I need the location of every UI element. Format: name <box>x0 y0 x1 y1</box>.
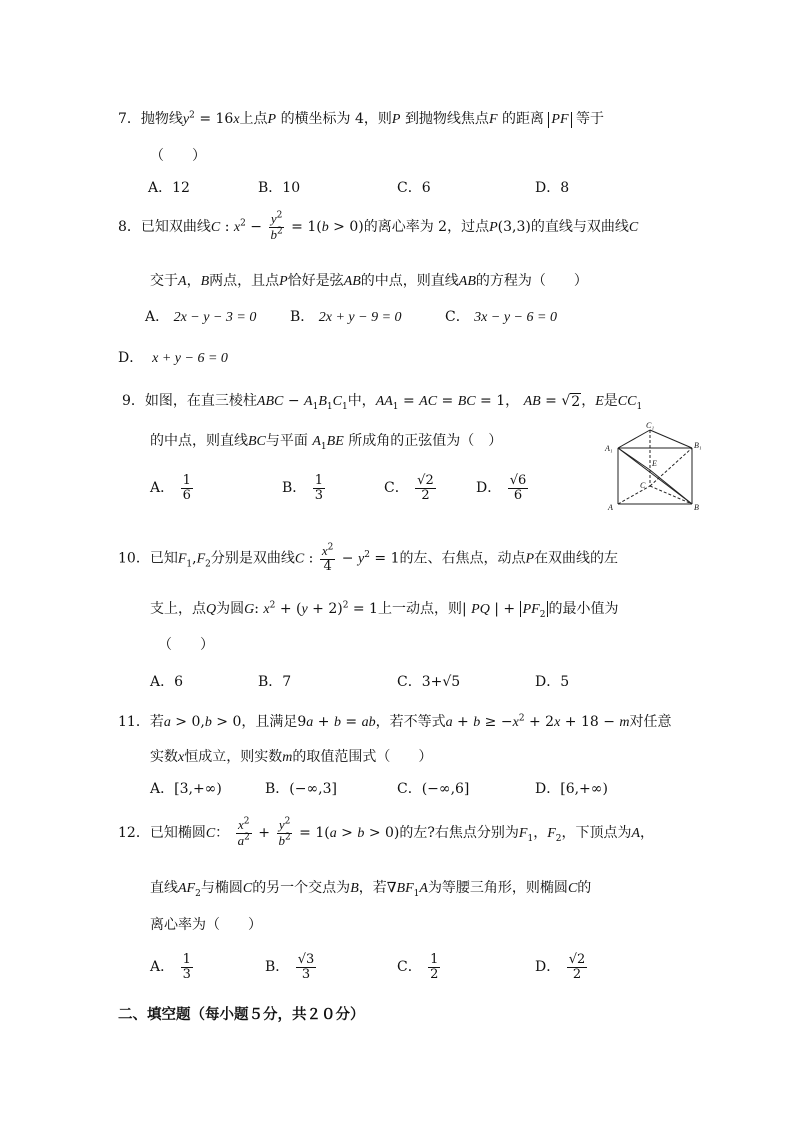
q12-text-7: 与椭圆 <box>200 880 243 896</box>
label-c1: C₁ <box>646 421 655 430</box>
q8-option-b[interactable] <box>290 306 402 326</box>
question-number: 11． <box>118 714 150 730</box>
option-label: A． <box>150 959 175 976</box>
section-2-heading: 二、填空题（每小题５分，共２０分） <box>118 1007 365 1023</box>
q11-option-c[interactable] <box>397 778 469 798</box>
q12-line-2: 直线$AF_2$与椭圆C的另一个交点为B，若$\nabla BF_1A$为等腰三角形，则椭圆C的 <box>150 880 592 899</box>
q10-text-7: 上一动点，则 <box>377 601 462 617</box>
option-label: C． <box>397 674 422 690</box>
option-label: D． <box>535 180 561 196</box>
option-label: B． <box>265 959 290 976</box>
q9-text-2: 中， <box>347 393 376 409</box>
q12-option-c[interactable] <box>397 953 442 981</box>
option-value: 10 <box>282 180 301 196</box>
option-value: 6 <box>174 674 184 690</box>
q7-text-2: 上点 <box>239 111 268 127</box>
q12-text-11: 的 <box>577 880 592 896</box>
q10-option-d[interactable] <box>535 671 569 691</box>
question-number: 12． <box>118 825 150 842</box>
q10-option-b[interactable] <box>258 671 291 691</box>
option-label: C． <box>397 180 422 196</box>
q9-line-2: 的中点，则直线BC与平面 $A_1BE$ 所成角的正弦值为（ ） <box>150 433 503 452</box>
q10-text-4: 在双曲线的左 <box>534 550 619 567</box>
question-7-stem: 7．抛物线$y^2 = 16x$上点P 的横坐标为 4，则P 到抛物线焦点F 的距离 PF 等于 <box>118 110 604 127</box>
fraction-denominator: 3 <box>182 966 191 982</box>
option-value: 5 <box>560 674 570 690</box>
option-label: D． <box>118 350 144 366</box>
option-label: D． <box>476 480 502 497</box>
question-number: 10． <box>118 550 150 567</box>
q9-text-1: 如图，在直三棱柱 <box>144 393 257 409</box>
q11-text-2: ，且满足 <box>241 714 298 730</box>
q8-text-8: 的方程为（ ） <box>475 273 588 289</box>
q9-text-3: ， <box>505 393 520 409</box>
fraction-denominator: 3 <box>301 966 311 982</box>
q11-option-d[interactable] <box>535 778 608 798</box>
question-9-stem: 9．如图，在直三棱柱ABC − $A_1B_1C_1$中，$AA_1$ = AC = BC = 1， AB = √ 2 ，E是$CC_1$ <box>122 393 643 412</box>
option-label: C． <box>397 781 422 797</box>
question-12-stem: 12．已知椭圆C： $\frac{x^2}{a^2}$ + $\frac{y^2}{b^2}$ = 1(a > b > 0)的左?右焦点分别为$F_1$，$F_2$，下顶点为A， <box>118 816 655 848</box>
q11-text-3: ，若不等式 <box>375 714 446 730</box>
q11-text-4: 对任意 <box>629 714 672 730</box>
q12-text-1: 已知椭圆 <box>149 825 206 842</box>
q12-line-3 <box>150 914 262 934</box>
q10-answer-paren: （ ） <box>158 637 214 653</box>
option-value: [3,+∞) <box>174 781 222 797</box>
edge-c1-b1 <box>650 430 692 448</box>
fraction-numerator: 1 <box>430 952 439 967</box>
fraction-denominator: 2 <box>430 966 439 982</box>
question-10-stem: 10．已知$F_1,F_2$分别是双曲线C : $\frac{x^2}{4}$ − $y^2 = 1$的左、右焦点，动点P在双曲线的左 <box>118 542 619 574</box>
edge-a1-e <box>618 448 650 470</box>
fraction-numerator: 1 <box>182 952 191 967</box>
q12-text-9: ，若 <box>358 880 387 896</box>
option-label: D． <box>535 959 561 976</box>
q9-text-6: 的中点，则直线 <box>150 433 248 449</box>
q11-text-6: 恒成立，则实数 <box>184 749 283 765</box>
option-value: [6,+∞) <box>560 781 608 797</box>
q8-text-7: 的中点，则直线 <box>360 273 459 289</box>
q12-text-12: 离心率为（ ） <box>150 917 262 933</box>
q12-option-d[interactable] <box>535 953 589 981</box>
fraction-numerator: 1 <box>182 473 191 488</box>
q10-option-a[interactable] <box>150 671 183 691</box>
q9-option-a[interactable] <box>150 474 195 502</box>
edge-e-b <box>650 470 692 504</box>
q12-text-5: ， <box>640 825 655 842</box>
q10-text-5: 支上，点 <box>150 601 206 617</box>
q8-text-3: 的直线与双曲线 <box>530 219 629 236</box>
option-label: D． <box>535 674 561 690</box>
option-label: A． <box>150 674 175 690</box>
q9-option-b[interactable] <box>282 474 327 502</box>
question-number: 8． <box>118 219 141 236</box>
option-label: B． <box>290 309 315 325</box>
option-value: 8 <box>560 180 570 196</box>
option-label: C． <box>397 959 422 976</box>
q11-text-5: 实数 <box>150 749 178 765</box>
q12-text-6: 直线 <box>150 880 178 896</box>
option-label: D． <box>535 781 561 797</box>
fraction-denominator: 3 <box>314 487 324 503</box>
q8-text-1: 已知双曲线 <box>140 219 211 236</box>
label-a1: A₁ <box>605 444 613 453</box>
q7-answer-paren: （ ） <box>150 148 206 164</box>
label-b1: B₁ <box>694 441 702 450</box>
q7-text-6: 等于 <box>575 111 604 127</box>
q8-option-d[interactable] <box>118 347 228 367</box>
fraction-numerator: √2 <box>568 952 586 967</box>
q11-text-1: 若 <box>149 714 164 730</box>
option-value: 3x − y − 6 = 0 <box>474 310 557 325</box>
q8-text-5: 两点，且点 <box>209 273 280 289</box>
q8-text-6: 恰好是弦 <box>287 273 344 289</box>
q8-line-2: 交于A，B两点，且点P恰好是弦AB的中点，则直线AB的方程为（ ） <box>150 273 588 289</box>
q7-text-3: 的横坐标为 4，则 <box>280 111 392 127</box>
q11-text-7: 的取值范围式（ ） <box>292 749 433 765</box>
fraction-numerator: √2 <box>417 473 434 488</box>
q9-prism-figure <box>600 420 710 520</box>
fraction-denominator: 2 <box>421 487 430 503</box>
q9-option-c[interactable] <box>384 474 438 502</box>
q11-option-b[interactable] <box>265 778 337 798</box>
option-label: A． <box>145 309 170 325</box>
q9-text-8: 所成角的正弦值为（ ） <box>348 433 503 449</box>
option-value: x + y − 6 = 0 <box>152 351 228 366</box>
option-label: B． <box>258 180 283 196</box>
question-number: 9． <box>122 393 145 409</box>
option-value: 6 <box>421 180 431 196</box>
fraction-numerator: √6 <box>509 473 527 488</box>
q9-text-4: ， <box>581 393 596 409</box>
q12-text-2: 的左?右焦点分别为 <box>399 825 519 842</box>
q7-option-a[interactable] <box>148 177 190 197</box>
q7-text-1: 抛物线 <box>140 111 183 127</box>
question-8-stem: 8．已知双曲线C : $x^2$ − $\frac{y^2}{b^2}$ = 1(b > 0)的离心率为 2，过点P(3,3)的直线与双曲线C <box>118 210 639 242</box>
q8-text-2: 的离心率为 2，过点 <box>363 219 490 236</box>
question-number: 7． <box>118 111 141 127</box>
edge-a1-c1 <box>618 430 650 448</box>
q7-option-d[interactable] <box>535 177 569 197</box>
q12-option-a[interactable] <box>150 953 195 981</box>
fraction-denominator: 6 <box>182 487 191 503</box>
option-label: A． <box>150 480 175 497</box>
option-label: B． <box>258 674 283 690</box>
q12-option-b[interactable] <box>265 953 318 981</box>
label-b: B <box>694 503 699 512</box>
option-label: C． <box>445 309 470 325</box>
fraction-numerator: √3 <box>297 952 315 967</box>
label-c: C <box>640 481 646 490</box>
label-a: A <box>608 503 613 512</box>
q12-text-3: ， <box>533 825 548 842</box>
fraction-denominator: 6 <box>513 487 523 503</box>
q10-text-1: 已知 <box>149 550 178 567</box>
option-value: (−∞,3] <box>289 781 337 797</box>
label-e: E <box>652 459 657 468</box>
option-label: A． <box>148 180 173 196</box>
option-label: A． <box>150 781 175 797</box>
q12-text-10: 为等腰三角形，则椭圆 <box>427 880 568 896</box>
q7-option-b[interactable] <box>258 177 300 197</box>
q7-text-4: 到抛物线焦点 <box>404 111 489 127</box>
q9-option-d[interactable] <box>476 474 530 502</box>
option-value: 12 <box>172 180 190 196</box>
fraction-numerator: 1 <box>314 473 324 488</box>
q10-text-3: 的左、右焦点，动点 <box>399 550 526 567</box>
option-value: 7 <box>282 674 292 690</box>
question-11-stem: 11．若a > 0,b > 0，且满足9a + b = ab，若不等式$a + b \ge -x^2 + 2x + 18 - m$对任意 <box>118 713 672 730</box>
q10-text-6: 为圆 <box>216 601 245 617</box>
q12-text-4: ，下顶点为 <box>561 825 632 842</box>
option-label: B． <box>282 480 307 497</box>
option-value: (−∞,6] <box>421 781 470 797</box>
q10-text-2: 分别是双曲线 <box>210 550 295 567</box>
q11-option-a[interactable] <box>150 778 222 798</box>
q8-option-c[interactable] <box>445 306 557 326</box>
option-value: 2x + y − 9 = 0 <box>318 310 402 325</box>
q8-option-a[interactable] <box>145 306 256 326</box>
q10-option-c[interactable] <box>397 671 460 691</box>
q7-option-c[interactable] <box>397 177 431 197</box>
option-value: 2x − y − 3 = 0 <box>173 310 257 325</box>
q10-text-8: 的最小值为 <box>548 601 619 617</box>
q10-line-2: 支上，点Q为圆G: $x^2 + (y + 2)^2 = 1$上一动点，则| PQ | + $PF_2$ 的最小值为 <box>150 600 619 620</box>
q11-line-2: 实数x恒成立，则实数m的取值范围式（ ） <box>150 749 433 765</box>
fraction-denominator: 2 <box>572 966 582 982</box>
option-value: 3+√5 <box>421 674 461 690</box>
q9-text-7: 与平面 <box>265 433 308 449</box>
option-label: B． <box>265 781 290 797</box>
q12-text-8: 的另一个交点为 <box>252 880 351 896</box>
q7-text-5: 的距离 <box>501 111 544 127</box>
q9-text-5: 是 <box>603 393 618 409</box>
option-label: C． <box>384 480 409 497</box>
q8-text-4: 交于 <box>150 273 178 289</box>
